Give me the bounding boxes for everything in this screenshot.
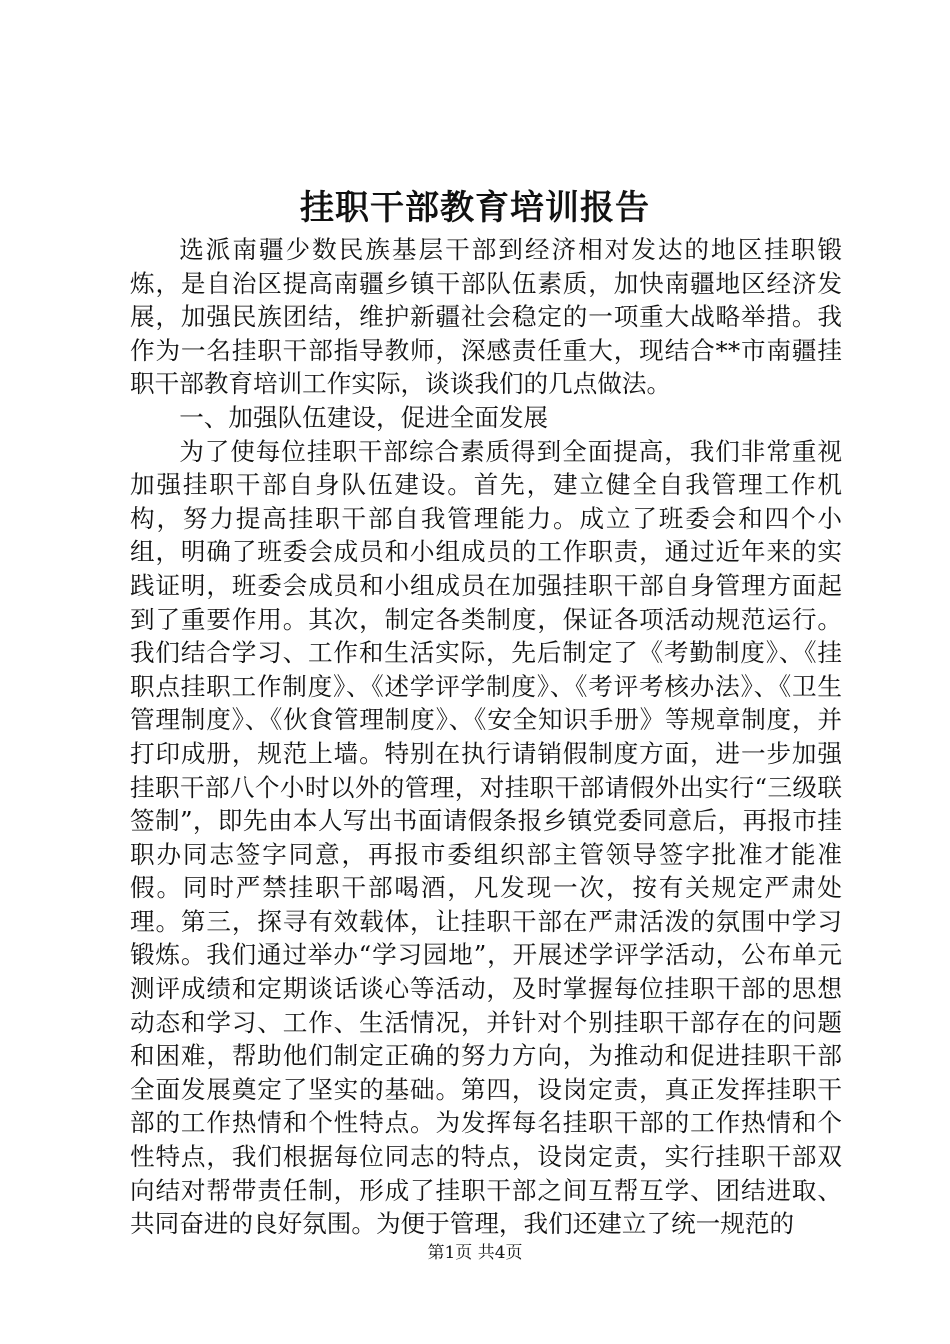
paragraph-intro: 选派南疆少数民族基层干部到经济相对发达的地区挂职锻炼，是自治区提高南疆乡镇干部队伍素质，加快南疆地区经济发展，加强民族团结，维护新疆社会稳定的一项重大战略举措。我作为一名挂职干部指导教师，深感责任重大，现结合**市南疆挂职干部教育培训工作实际，谈谈我们的几点做法。 — [130, 235, 842, 399]
page-number-footer: 第1页 共4页 — [427, 1243, 523, 1263]
paragraph-section-1: 为了使每位挂职干部综合素质得到全面提高，我们非常重视加强挂职干部自身队伍建设。首先，建立健全自我管理工作机构，努力提高挂职干部自我管理能力。成立了班委会和四个小组，明确了班委会成员和小组成员的工作职责，通过近年来的实践证明，班委会成员和小组成员在加强挂职干部自身管理方面起到了重要作用。其次，制定各类制度，保证各项活动规范运行。我们结合学习、工作和生活实际，先后制定了《考勤制度》、《挂职点挂职工作制度》、《述学评学制度》、《考评考核办法》、《卫生管理制度》、《伙食管理制度》、《安全知识手册》等规章制度，并打印成册，规范上墙。特别在执行请销假制度方面，进一步加强挂职干部八个小时以外的管理，对挂职干部请假外出实行“三级联签制”，即先由本人写出书面请假条报乡镇党委同意后，再报市挂职办同志签字同意，再报市委组织部主管领导签字批准才能准假。同时严禁挂职干部喝酒，凡发现一次，按有关规定严肃处理。第三，探寻有效载体，让挂职干部在严肃活泼的氛围中学习锻炼。我们通过举办“学习园地”，开展述学评学活动，公布单元测评成绩和定期谈话谈心等活动，及时掌握每位挂职干部的思想动态和学习、工作、生活情况，并针对个别挂职干部存在的问题和困难，帮助他们制定正确的努力方向，为推动和促进挂职干部全面发展奠定了坚实的基础。第四，设岗定责，真正发挥挂职干部的工作热情和个性特点。为发挥每名挂职干部的工作热情和个性特点，我们根据每位同志的特点，设岗定责，实行挂职干部双向结对帮带责任制，形成了挂职干部之间互帮互学、团结进取、共同奋进的良好氛围。为便于管理，我们还建立了统一规范的 — [130, 436, 842, 1239]
document-title: 挂职干部教育培训报告 — [300, 188, 650, 228]
document-body — [130, 233, 842, 1241]
section-heading: 一、加强队伍建设，促进全面发展 — [179, 402, 549, 432]
